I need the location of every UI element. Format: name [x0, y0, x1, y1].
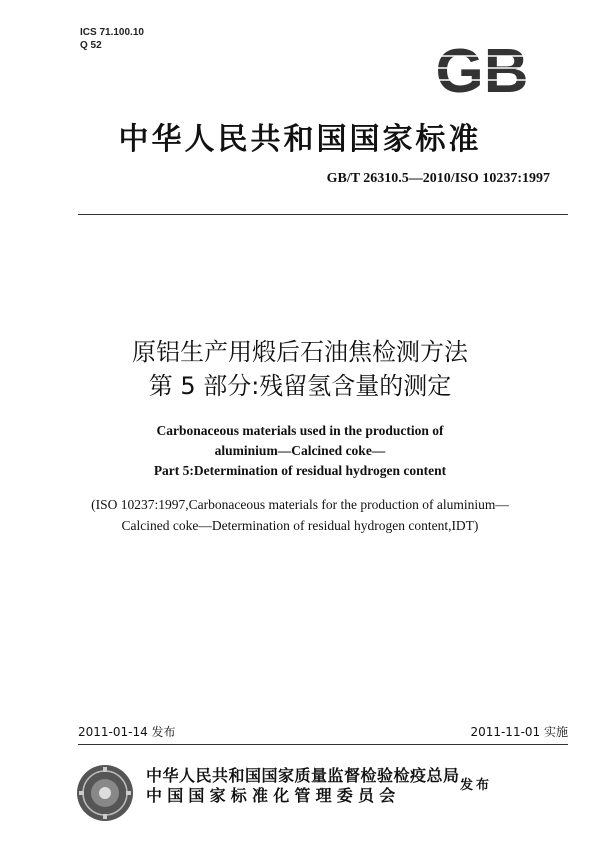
- standard-number: GB/T 26310.5—2010/ISO 10237:1997: [326, 171, 550, 186]
- national-standard-title: 中华人民共和国国家标准: [118, 122, 482, 157]
- en-title-line-1: Carbonaceous materials used in the production of: [156, 423, 444, 438]
- en-title-line-3: Part 5:Determination of residual hydrogen content: [153, 463, 447, 478]
- zh-title-line-2: 第 5 部分:残留氢含量的测定: [148, 372, 452, 400]
- iso-reference-line-2: Calcined coke—Determination of residual hydrogen content,IDT): [121, 518, 479, 533]
- top-divider: [78, 214, 568, 215]
- zh-title-line-1: 原铝生产用煅后石油焦检测方法: [132, 338, 468, 366]
- ccs-code: Q 52: [80, 40, 102, 51]
- china-standard-seal-icon: [75, 763, 135, 823]
- gb-logo-text: GB: [435, 40, 529, 98]
- en-title-line-2: aluminium—Calcined coke—: [214, 443, 386, 458]
- issuer-sac: 中国国家标准化管理委员会: [146, 786, 401, 805]
- classification-codes: [80, 26, 144, 52]
- iso-reference-line-1: (ISO 10237:1997,Carbonaceous materials for the production of aluminium—: [91, 497, 509, 512]
- implement-date: 2011-11-01 实施: [470, 725, 568, 739]
- ics-code: ICS 71.100.10: [80, 27, 144, 38]
- issue-word: 发布: [460, 778, 493, 793]
- gb-logo-icon: [424, 40, 540, 98]
- issuer-aqsiq: 中华人民共和国国家质量监督检验检疫总局: [146, 766, 460, 785]
- bottom-divider: [78, 744, 568, 745]
- publish-date: 2011-01-14 发布: [78, 725, 176, 739]
